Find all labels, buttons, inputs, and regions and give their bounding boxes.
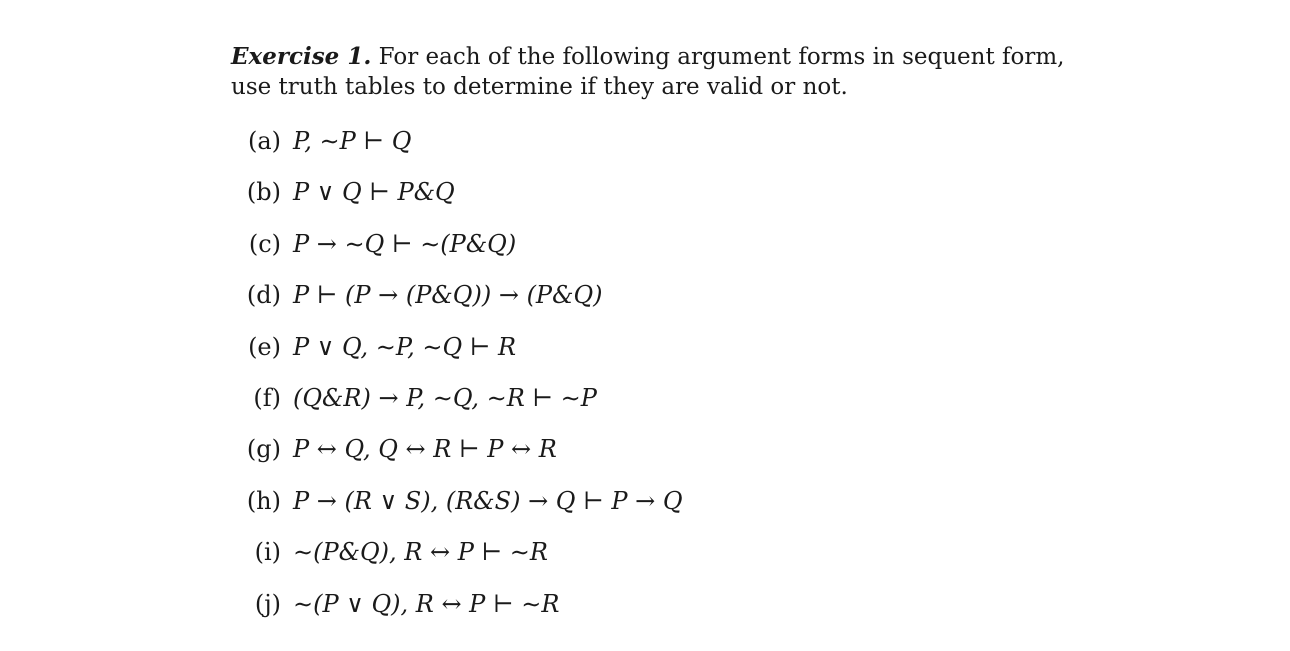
item-formula: ∼(P ∨ Q), R ↔ P ⊢ ∼R bbox=[293, 589, 560, 618]
item-label: (e) bbox=[248, 332, 281, 361]
exercise-text: For each of the following argument forms in sequent form, use truth tables to determine if they are valid or not. bbox=[231, 44, 1065, 100]
item-formula: P ∨ Q ⊢ P&Q bbox=[293, 178, 455, 207]
list-item bbox=[231, 537, 1071, 588]
argument-list bbox=[231, 126, 1071, 640]
item-formula: P → ∼Q ⊢ ∼(P&Q) bbox=[293, 229, 517, 258]
item-label: (i) bbox=[254, 538, 281, 567]
item-label: (d) bbox=[246, 281, 281, 310]
exercise-title: Exercise 1. bbox=[231, 43, 372, 70]
item-formula: (Q&R) → P, ∼Q, ∼R ⊢ ∼P bbox=[293, 383, 597, 412]
list-item bbox=[231, 589, 1071, 640]
item-label: (j) bbox=[254, 589, 281, 618]
list-item bbox=[231, 332, 1071, 383]
list-item bbox=[231, 126, 1071, 177]
item-label: (f) bbox=[253, 383, 281, 412]
item-label: (h) bbox=[246, 486, 281, 515]
exercise-statement bbox=[231, 42, 1071, 102]
exercise-block bbox=[231, 42, 1071, 640]
list-item bbox=[231, 229, 1071, 280]
list-item bbox=[231, 434, 1071, 485]
list-item bbox=[231, 177, 1071, 228]
item-formula: P ∨ Q, ∼P, ∼Q ⊢ R bbox=[293, 332, 517, 361]
item-formula: P ⊢ (P → (P&Q)) → (P&Q) bbox=[293, 281, 603, 310]
item-formula: P → (R ∨ S), (R&S) → Q ⊢ P → Q bbox=[293, 486, 683, 515]
item-formula: ∼(P&Q), R ↔ P ⊢ ∼R bbox=[293, 538, 548, 567]
item-label: (g) bbox=[246, 435, 281, 464]
item-formula: P, ∼P ⊢ Q bbox=[293, 127, 412, 155]
item-label: (a) bbox=[247, 127, 281, 155]
list-item bbox=[231, 486, 1071, 537]
item-label: (b) bbox=[246, 178, 281, 207]
item-label: (c) bbox=[248, 229, 281, 258]
list-item bbox=[231, 383, 1071, 434]
list-item bbox=[231, 280, 1071, 331]
item-formula: P ↔ Q, Q ↔ R ⊢ P ↔ R bbox=[293, 435, 557, 464]
